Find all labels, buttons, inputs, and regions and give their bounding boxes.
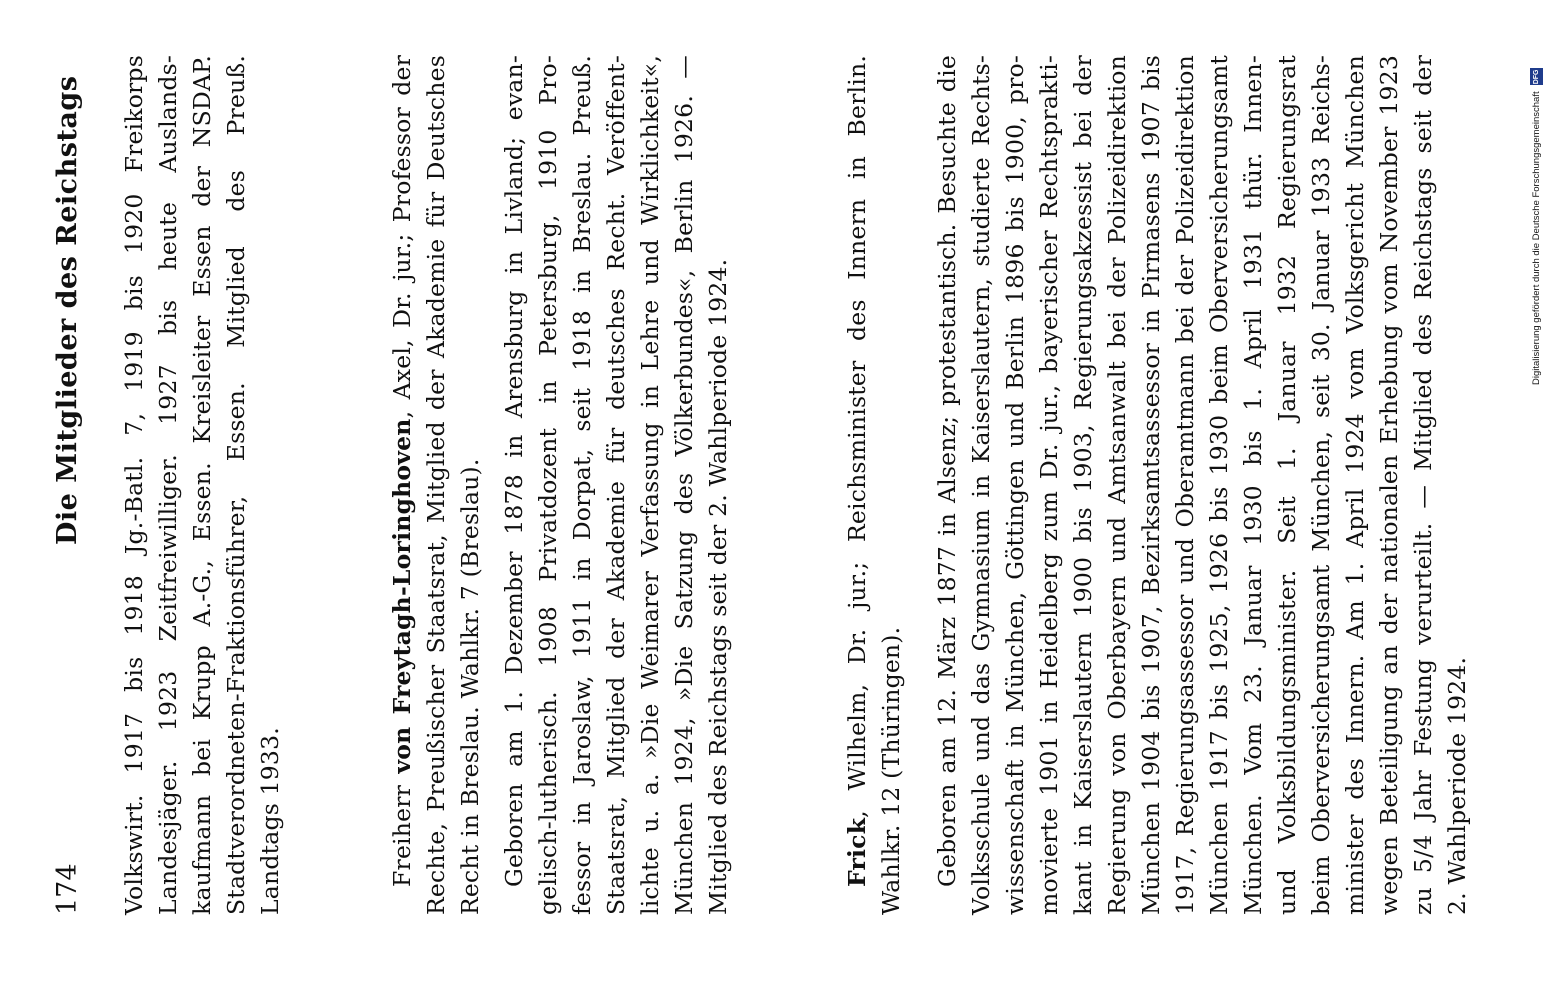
- text-line: zu 5/4 Jahr Festung verurteilt. — Mitglied des Reichstags seit der: [1409, 55, 1437, 915]
- text-line: 2. Wahlperiode 1924.: [1443, 656, 1471, 915]
- member-name: von Freytagh-Loringhoven: [388, 418, 416, 774]
- text-line: kant in Kaiserslautern 1900 bis 1903, Regierungsakzessist bei der: [1069, 55, 1097, 915]
- text-line: Landtags 1933.: [256, 727, 284, 915]
- text-line: Landesjäger. 1923 Zeitfreiwilliger. 1927 bis heute Auslands-: [154, 55, 182, 915]
- text-line: Mitglied des Reichstags seit der 2. Wahlperiode 1924.: [704, 258, 732, 915]
- entry-heading: [385, 55, 419, 887]
- dfg-logo-icon: DFG: [1530, 68, 1543, 85]
- text-line: Geboren am 12. März 1877 in Alsenz; protestantisch. Besuchte die: [933, 55, 961, 887]
- text-line: gelisch-lutherisch. 1908 Privatdozent in Petersburg, 1910 Pro-: [534, 55, 562, 915]
- text-line: Rechte, Preußischer Staatsrat, Mitglied der Akademie für Deutsches: [422, 55, 450, 915]
- member-name: Frick: [843, 817, 871, 887]
- heading-suffix: , Wilhelm, Dr. jur.; Reichsminister des Innern in Berlin.: [843, 55, 871, 818]
- text-line: und Volksbildungsminister. Seit 1. Januar 1932 Regierungsrat: [1273, 55, 1301, 915]
- running-title: Die Mitglieder des Reichstags: [52, 75, 83, 545]
- page-header: [48, 55, 88, 915]
- text-line: kaufmann bei Krupp A.-G., Essen. Kreisleiter Essen der NSDAP.: [188, 55, 216, 915]
- text-line: Wahlkr. 12 (Thüringen).: [877, 626, 905, 915]
- text-line: fessor in Jaroslaw, 1911 in Dorpat, seit 1918 in Breslau. Preuß.: [568, 55, 596, 915]
- text-line: München. Vom 23. Januar 1930 bis 1. April 1931 thür. Innen-: [1239, 55, 1267, 915]
- text-line: movierte 1901 in Heidelberg zum Dr. jur., bayerischer Rechtsprakti-: [1035, 55, 1063, 915]
- entry-heading: [840, 55, 874, 887]
- page-number: 174: [52, 863, 83, 915]
- text-line: beim Oberversicherungsamt München, seit 30. Januar 1933 Reichs-: [1307, 55, 1335, 915]
- text-line: wegen Beteiligung an der nationalen Erhebung vom November 1923: [1375, 55, 1403, 915]
- heading-suffix: , Axel, Dr. jur.; Professor der: [388, 54, 416, 419]
- text-line: wissenschaft in München, Göttingen und Berlin 1896 bis 1900, pro-: [1001, 55, 1029, 915]
- text-line: München 1904 bis 1907, Bezirksamtsassessor in Pirmasens 1907 bis: [1137, 55, 1165, 915]
- text-line: Volksschule und das Gymnasium in Kaiserslautern, studierte Rechts-: [967, 55, 995, 915]
- text-line: München 1917 bis 1925, 1926 bis 1930 beim Oberversicherungsamt: [1205, 55, 1233, 915]
- heading-prefix: Freiherr: [388, 773, 416, 887]
- text-line: lichte u. a. »Die Weimarer Verfassung in Lehre und Wirklichkeit«,: [636, 55, 664, 915]
- credit-text: Digitalisierung gefördert durch die Deutsche Forschungsgemeinschaft: [1530, 91, 1542, 385]
- text-line: München 1924, »Die Satzung des Völkerbundes«, Berlin 1926. —: [670, 55, 698, 915]
- text-line: Stadtverordneten-Fraktionsführer, Essen. Mitglied des Preuß.: [222, 55, 250, 915]
- text-line: minister des Innern. Am 1. April 1924 vom Volksgericht München: [1341, 55, 1369, 915]
- text-line: Regierung von Oberbayern und Amtsanwalt bei der Polizeidirektion: [1103, 55, 1131, 915]
- text-line: Recht in Breslau. Wahlkr. 7 (Breslau).: [456, 458, 484, 915]
- text-line: 1917, Regierungsassessor und Oberamtmann bei der Polizeidirektion: [1171, 55, 1199, 915]
- text-line: Volkswirt. 1917 bis 1918 Jg.-Batl. 7, 1919 bis 1920 Freikorps: [120, 55, 148, 915]
- digitization-credit: [1525, 0, 1547, 385]
- text-line: Staatsrat, Mitglied der Akademie für deutsches Recht. Veröffent-: [602, 55, 630, 915]
- text-line: Geboren am 1. Dezember 1878 in Arensburg in Livland; evan-: [500, 55, 528, 887]
